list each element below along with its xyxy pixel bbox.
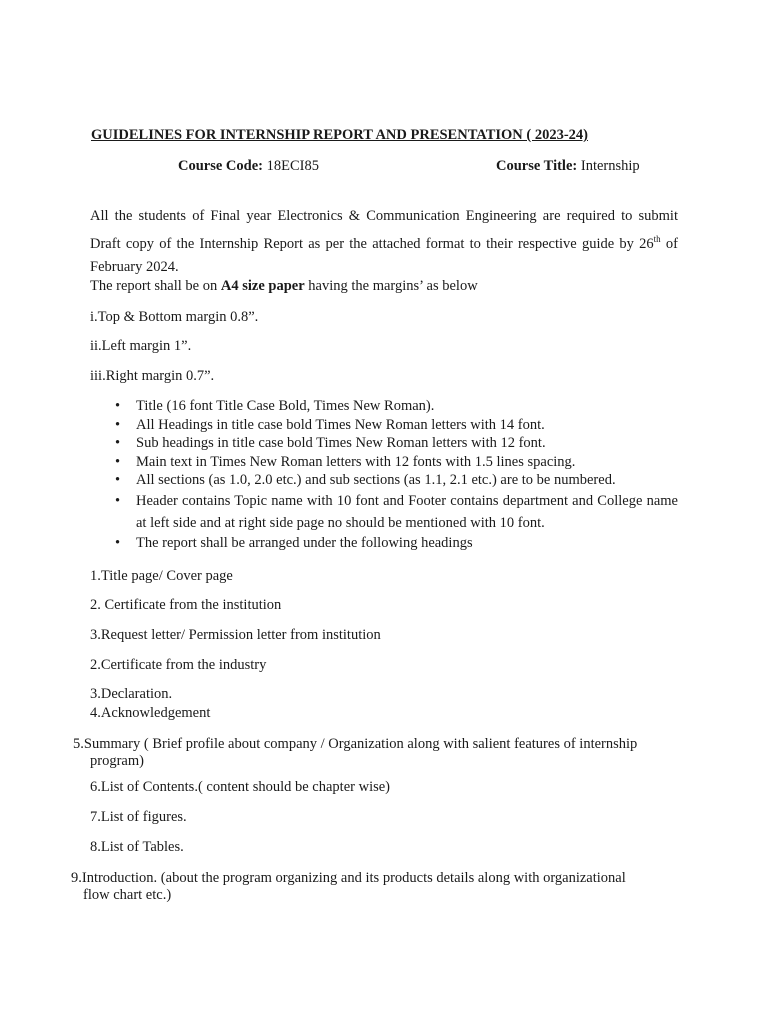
paper-size-line xyxy=(90,278,478,295)
intro-text-end: of February 2024. xyxy=(90,235,678,275)
intro-paragraph xyxy=(90,205,678,279)
margin-left: ii.Left margin 1”. xyxy=(90,338,192,354)
list-item: • All sections (as 1.0, 2.0 etc.) and sub sections (as 1.1, 2.1 etc.) are to be numbered. xyxy=(136,471,678,490)
heading-item: 6.List of Contents.( content should be chapter wise) xyxy=(90,779,391,795)
margin-right: iii.Right margin 0.7”. xyxy=(90,368,215,384)
heading-item: 7.List of figures. xyxy=(90,809,187,825)
heading-item-introduction xyxy=(71,870,681,904)
heading-item: 2.Certificate from the industry xyxy=(90,657,267,673)
course-title xyxy=(496,158,640,175)
summary-line-2: program) xyxy=(90,753,144,769)
heading-item: 3.Declaration. xyxy=(90,686,173,702)
heading-item-summary xyxy=(73,736,683,770)
course-code-label: Course Code: xyxy=(178,158,263,174)
list-item: • Sub headings in title case bold Times New Roman letters with 12 font. xyxy=(136,434,678,453)
paper-text: The report shall be on xyxy=(90,278,221,294)
heading-item: 3.Request letter/ Permission letter from institution xyxy=(90,627,381,643)
intro-superscript: th xyxy=(653,234,661,244)
list-item: • Main text in Times New Roman letters with 12 fonts with 1.5 lines spacing. xyxy=(136,453,678,472)
course-code xyxy=(178,158,319,175)
introduction-line-1: 9.Introduction. (about the program organizing and its products details along with organizational xyxy=(71,870,626,886)
document-title: GUIDELINES FOR INTERNSHIP REPORT AND PRESENTATION ( 2023-24) xyxy=(91,127,588,143)
introduction-line-2: flow chart etc.) xyxy=(83,887,172,903)
intro-text: All the students of Final year Electronics & Communication Engineering are required to submit Draft copy of the Internship Report as per the attached format to their respective guide by 26 xyxy=(90,208,678,252)
heading-item: 1.Title page/ Cover page xyxy=(90,568,233,584)
heading-item: 2. Certificate from the institution xyxy=(90,597,282,613)
heading-item: 4.Acknowledgement xyxy=(90,705,211,721)
heading-item: 8.List of Tables. xyxy=(90,839,184,855)
course-title-value: Internship xyxy=(577,158,640,174)
course-title-label: Course Title: xyxy=(496,158,578,174)
paper-size-bold: A4 size paper xyxy=(220,278,305,294)
format-bullet-list xyxy=(90,397,678,552)
summary-line-1: 5.Summary ( Brief profile about company / Organization along with salient features of internship xyxy=(73,736,638,752)
course-code-value: 18ECI85 xyxy=(262,158,319,174)
list-item: • The report shall be arranged under the following headings xyxy=(136,534,678,553)
list-item: • Title (16 font Title Case Bold, Times New Roman). xyxy=(136,397,678,416)
paper-text-end: having the margins’ as below xyxy=(304,278,478,294)
list-item: • Header contains Topic name with 10 font and Footer contains department and College name at left side and at right side page no should be mentioned with 10 font. xyxy=(136,490,678,534)
margin-top-bottom: i.Top & Bottom margin 0.8”. xyxy=(90,309,259,325)
list-item: • All Headings in title case bold Times New Roman letters with 14 font. xyxy=(136,416,678,435)
